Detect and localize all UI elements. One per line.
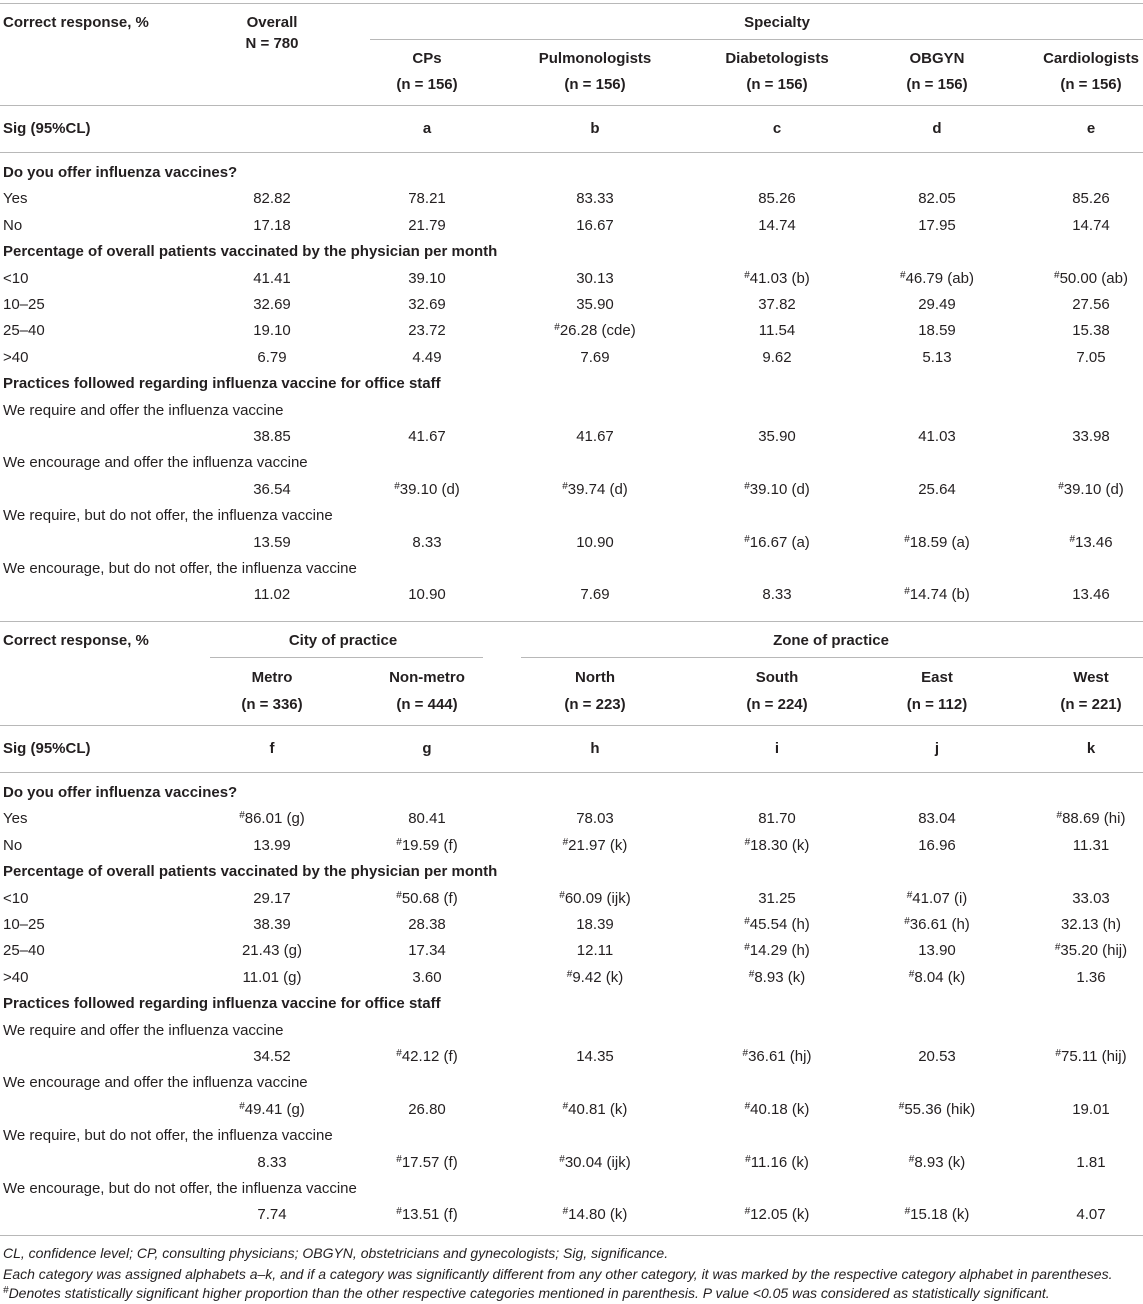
table-cell [991,586,1143,604]
table-cell [495,534,695,552]
cell-value: 5.13 [922,348,952,366]
cell-value: 35.90 [576,296,614,313]
cell-value: 83.04 [918,810,956,828]
row-label: We require, but do not offer, the influenza vaccine [3,507,333,525]
cell-value: 14.29 (h) [749,942,810,960]
table-cell [495,428,695,446]
significance-marker: # [554,322,560,334]
row-label: <10 [3,889,29,907]
cell-value: 30.13 [576,269,614,287]
section-heading: Do you offer influenza vaccines? [3,164,238,181]
cell-value: 15.18 (k) [910,1206,970,1224]
significance-marker: # [900,269,906,281]
table-cell [991,296,1143,314]
group-underline [521,657,1143,658]
cell-value: 30.04 (ijk) [564,1153,631,1171]
row-label: 25–40 [3,942,45,960]
sig-row-label: Sig (95%CL) [3,740,91,757]
row-label: 25–40 [3,322,45,340]
cell-value: 23.72 [408,322,446,340]
significance-marker: # [908,1153,915,1165]
significance-marker: # [1055,1048,1061,1059]
cell-value: 33.03 [1072,889,1110,907]
cell-value: 16.67 [576,216,614,234]
cell-value: 41.67 [408,428,446,445]
cell-value: 21.43 (g) [241,942,303,960]
divider [0,1235,1143,1236]
cell-value: 4.49 [412,348,442,366]
table-cell [991,1101,1143,1119]
footnote: CL, confidence level; CP, consulting physicians; OBGYN, obstetricians and gynecologists; Sig, significance. [3,1245,669,1261]
cell-value: 39.74 (d) [567,480,628,498]
cell-value: 28.38 [408,916,446,933]
cell-value: 29.49 [918,296,956,313]
table-cell [991,349,1143,367]
cell-value: 4.07 [1076,1206,1106,1224]
cell-value: 20.53 [918,1048,956,1065]
cell-value: 13.90 [918,942,956,960]
cell-value: 14.74 [1072,216,1110,234]
cell-value: 21.97 (k) [568,836,628,854]
cell-value: 13.99 [253,836,291,854]
cell-value: 3.60 [412,968,442,986]
cell-value: 34.52 [253,1048,291,1065]
column-header: Metro [251,669,293,686]
cell-value: 11.02 [253,586,291,604]
cell-value: 75.11 (hij) [1060,1048,1127,1065]
cell-value: 9.42 (k) [572,968,624,986]
cell-value: 7.69 [580,348,610,366]
column-header: Diabetologists [725,50,829,67]
cell-value: 35.20 (hij) [1060,942,1128,960]
group-underline [370,39,1143,40]
cell-value: 33.98 [1072,428,1110,445]
column-header: Cardiologists [1043,50,1139,67]
column-header-n: (n = 221) [1060,696,1122,713]
column-header-n: (n = 156) [396,76,458,93]
cell-value: 21.79 [408,216,446,234]
table-cell [495,1154,695,1172]
significance-marker: # [744,533,750,545]
significance-marker: # [744,836,751,848]
cell-value: 19.59 (f) [401,836,458,854]
cell-value: 15.38 [1072,322,1110,340]
table-cell [991,428,1143,446]
cell-value: 11.31 [1072,836,1110,854]
cell-value: 85.26 [1072,190,1110,208]
divider [0,621,1143,622]
significance-marker: # [1058,480,1064,492]
significance-marker: # [559,1153,565,1165]
cell-value: 8.93 (k) [914,1153,966,1171]
sig-letter: b [590,120,600,137]
row-label: No [3,216,23,234]
cell-value: 7.69 [580,586,610,604]
cell-value: 39.10 (d) [1063,480,1124,498]
cell-value: 36.61 (hj) [748,1048,812,1065]
column-header-n: (n = 112) [906,696,968,713]
significance-marker: # [1069,533,1075,545]
column-header-n: (n = 156) [746,76,808,93]
table-cell [991,190,1143,208]
column-header: OBGYN [909,50,965,67]
cell-value: 80.41 [408,810,446,828]
significance-marker: # [744,916,750,927]
divider [0,105,1143,106]
cell-value: 41.07 (i) [912,889,968,907]
table-cell [495,190,695,208]
significance-marker: # [904,586,910,598]
cell-value: 19.01 [1072,1100,1110,1118]
table-cell [991,916,1143,934]
significance-marker: # [906,889,913,901]
column-header: West [1073,669,1109,686]
cell-value: 32.13 (h) [1060,916,1122,933]
table-cell [991,1154,1143,1172]
cell-value: 41.03 [918,428,956,445]
table-cell [991,890,1143,908]
cell-value: 7.74 [257,1206,287,1224]
cell-value: 46.79 (ab) [905,269,974,287]
cell-value: 6.79 [257,348,287,366]
cell-value: 39.10 [408,269,446,287]
row-label: >40 [3,348,29,366]
cell-value: 38.85 [253,428,291,445]
significance-marker: # [745,1153,751,1165]
significance-marker: # [562,1100,569,1112]
column-header: Correct response, % [3,632,149,649]
row-label: We require and offer the influenza vaccine [3,401,284,419]
cell-value: 78.21 [408,190,446,208]
cell-value: 18.59 [918,322,956,340]
row-label: No [3,836,23,854]
group-underline [210,657,483,658]
cell-value: 27.56 [1072,296,1110,313]
cell-value: 39.10 (d) [749,480,810,498]
cell-value: 8.93 (k) [754,968,806,986]
significance-marker: # [396,889,402,901]
table-cell [991,481,1143,499]
column-header: South [755,669,799,686]
cell-value: 13.59 [253,533,291,551]
table-cell [991,942,1143,960]
row-label: 10–25 [3,916,45,933]
cell-value: 45.54 (h) [749,916,810,933]
table-cell [495,942,695,960]
cell-value: 8.04 (k) [914,968,966,986]
table-cell [495,916,695,934]
cell-value: 17.34 [408,942,446,960]
cell-value: 12.05 (k) [750,1206,810,1224]
significance-marker: # [904,533,910,545]
cell-value: 60.09 (ijk) [564,889,631,907]
significance-marker: # [1056,810,1063,822]
sig-letter: i [774,740,780,757]
table-cell [991,1048,1143,1066]
cell-value: 40.81 (k) [568,1100,628,1118]
cell-value: 55.36 (hik) [904,1100,976,1118]
sig-row-label: Sig (95%CL) [3,120,91,137]
sig-letter: j [934,740,940,757]
cell-value: 7.05 [1076,348,1106,366]
significance-marker: # [744,942,750,954]
significance-marker: # [562,836,569,848]
cell-value: 8.33 [257,1153,287,1171]
significance-marker: # [239,1100,245,1112]
sig-letter: e [1086,120,1096,137]
cell-value: 13.46 [1075,533,1113,551]
significance-marker: # [904,916,910,927]
column-header-n: (n = 156) [564,76,626,93]
footnote-text: Denotes statistically significant higher proportion than the other respective categories mentioned in parenthesis. P value <0.05 was considered as statistically significant. [8,1285,1050,1301]
cell-value: 82.05 [918,190,956,208]
divider [0,152,1143,153]
table-cell [495,969,695,987]
significance-marker: # [562,480,568,492]
cell-value: 38.39 [253,916,291,933]
column-header: Pulmonologists [538,50,652,67]
table-cell [495,1101,695,1119]
cell-value: 39.10 (d) [399,480,460,498]
row-label: We encourage, but do not offer, the influenza vaccine [3,1180,357,1197]
cell-value: 11.54 [758,322,796,340]
table-cell [495,322,695,340]
column-header-n: (n = 444) [396,696,458,713]
table-cell [991,217,1143,235]
sig-letter: g [422,740,432,757]
sig-letter: c [772,120,782,137]
significance-marker: # [898,1100,905,1112]
significance-marker: # [562,1206,569,1218]
table-cell [991,810,1143,828]
group-header: City of practice [288,632,398,649]
significance-marker: # [239,810,245,822]
cell-value: 18.39 [576,916,614,933]
significance-marker: # [566,968,573,980]
row-label: Yes [3,810,28,828]
cell-value: 8.33 [412,533,442,551]
cell-value: 13.46 [1072,586,1110,604]
cell-value: 18.30 (k) [750,836,810,854]
row-label: We encourage and offer the influenza vaccine [3,1074,308,1092]
cell-value: 19.10 [253,322,291,340]
cell-value: 14.74 (b) [909,586,970,604]
significance-marker: # [744,269,750,281]
row-label: <10 [3,269,29,287]
cell-value: 12.11 [576,942,614,960]
cell-value: 32.69 [408,296,446,313]
significance-marker: # [744,1100,751,1112]
cell-value: 31.25 [758,889,796,907]
cell-value: 50.68 (f) [401,889,458,907]
table-cell [495,890,695,908]
cell-value: 85.26 [758,190,796,208]
table-cell [495,586,695,604]
cell-value: 50.00 (ab) [1059,269,1128,287]
sig-letter: d [932,120,942,137]
significance-marker: # [742,1048,749,1059]
section-heading: Percentage of overall patients vaccinated by the physician per month [3,243,498,261]
table-cell [991,270,1143,288]
table-cell [495,481,695,499]
table-cell [495,837,695,855]
section-heading: Do you offer influenza vaccines? [3,784,238,801]
significance-marker: # [396,836,402,848]
row-label: We require, but do not offer, the influenza vaccine [3,1127,333,1145]
column-header-n: (n = 156) [1060,76,1122,93]
table-cell [991,837,1143,855]
significance-marker: # [748,968,755,980]
cell-value: 14.80 (k) [568,1206,628,1224]
cell-value: 14.35 [576,1048,614,1065]
column-header: Non-metro [389,669,465,686]
cell-value: 36.61 (h) [909,916,970,933]
table-cell [495,217,695,235]
significance-marker: # [559,889,565,901]
cell-value: 17.18 [253,216,291,234]
cell-value: 37.82 [758,296,796,313]
cell-value: 17.57 (f) [401,1153,458,1171]
column-header: Overall [246,14,298,31]
significance-marker: # [394,480,400,492]
cell-value: 18.59 (a) [909,533,970,551]
significance-marker: # [1054,942,1061,954]
cell-value: 14.74 [758,216,796,234]
cell-value: 88.69 (hi) [1062,810,1126,828]
table-cell [991,1206,1143,1224]
column-header: East [921,669,953,686]
significance-marker: # [1054,269,1060,281]
cell-value: 16.67 (a) [749,533,810,551]
cell-value: 10.90 [576,533,614,551]
divider [0,772,1143,773]
cell-value: 32.69 [253,296,291,313]
table-cell [495,349,695,367]
cell-value: 40.18 (k) [750,1100,810,1118]
significance-marker: # [908,968,915,980]
cell-value: 41.03 (b) [749,269,810,287]
column-header: Correct response, % [3,14,149,31]
table-cell [495,270,695,288]
table-cell [495,1206,695,1224]
section-heading: Practices followed regarding influenza vaccine for office staff [3,995,441,1013]
cell-value: 25.64 [918,480,956,498]
footnote: Each category was assigned alphabets a–k, and if a category was significantly different from any other category, it was marked by the respective category alphabet in parentheses. [3,1266,1113,1282]
sig-letter: a [422,120,432,137]
significance-marker: # [396,1206,402,1218]
footnote [3,1285,1050,1302]
cell-value: 10.90 [408,586,446,604]
cell-value: 16.96 [918,836,956,854]
significance-marker: # [396,1153,402,1165]
table-cell [991,322,1143,340]
table-cell [495,296,695,314]
cell-value: 83.33 [576,190,614,208]
divider [0,725,1143,726]
cell-value: 42.12 (f) [401,1048,458,1065]
column-header: CPs [412,50,442,67]
cell-value: 82.82 [253,190,291,208]
column-header: North [575,669,615,686]
group-header: Specialty [744,14,810,31]
cell-value: 29.17 [253,889,291,907]
sig-letter: k [1086,740,1096,757]
table-cell [991,534,1143,552]
footnote-marker: # [3,1285,9,1296]
cell-value: 26.80 [408,1100,446,1118]
section-heading: Practices followed regarding influenza vaccine for office staff [3,375,441,393]
column-header-n: (n = 336) [241,696,303,713]
cell-value: 49.41 (g) [244,1100,305,1118]
cell-value: 26.28 (cde) [559,322,636,340]
sig-letter: h [590,740,600,757]
cell-value: 1.81 [1076,1153,1106,1171]
row-label: Yes [3,190,28,208]
row-label: >40 [3,968,29,986]
row-label: We require and offer the influenza vaccine [3,1021,284,1039]
cell-value: 41.41 [253,269,291,287]
table-cell [495,1048,695,1066]
cell-value: 41.67 [576,428,614,445]
sig-letter: f [269,740,275,757]
row-label: We encourage, but do not offer, the influenza vaccine [3,560,357,577]
divider [0,3,1143,4]
column-header-n: (n = 223) [564,696,626,713]
cell-value: 8.33 [762,586,792,604]
cell-value: 35.90 [758,428,796,445]
cell-value: 13.51 (f) [401,1206,458,1224]
cell-value: 11.01 (g) [242,968,302,986]
cell-value: 11.16 (k) [750,1153,809,1171]
table-cell [991,969,1143,987]
row-label: We encourage and offer the influenza vaccine [3,454,308,472]
column-header-n: N = 780 [245,35,299,52]
cell-value: 1.36 [1076,968,1106,986]
row-label: 10–25 [3,296,45,313]
cell-value: 17.95 [918,216,956,234]
section-heading: Percentage of overall patients vaccinated by the physician per month [3,863,498,881]
cell-value: 78.03 [576,810,614,828]
column-header-n: (n = 224) [746,696,808,713]
significance-marker: # [744,480,750,492]
column-header-n: (n = 156) [906,76,968,93]
cell-value: 86.01 (g) [244,810,305,828]
cell-value: 36.54 [253,480,291,498]
cell-value: 81.70 [758,810,796,828]
group-header: Zone of practice [773,632,889,649]
table-cell [495,810,695,828]
cell-value: 9.62 [762,348,792,366]
significance-marker: # [904,1206,911,1218]
significance-marker: # [744,1206,751,1218]
significance-marker: # [396,1048,402,1059]
